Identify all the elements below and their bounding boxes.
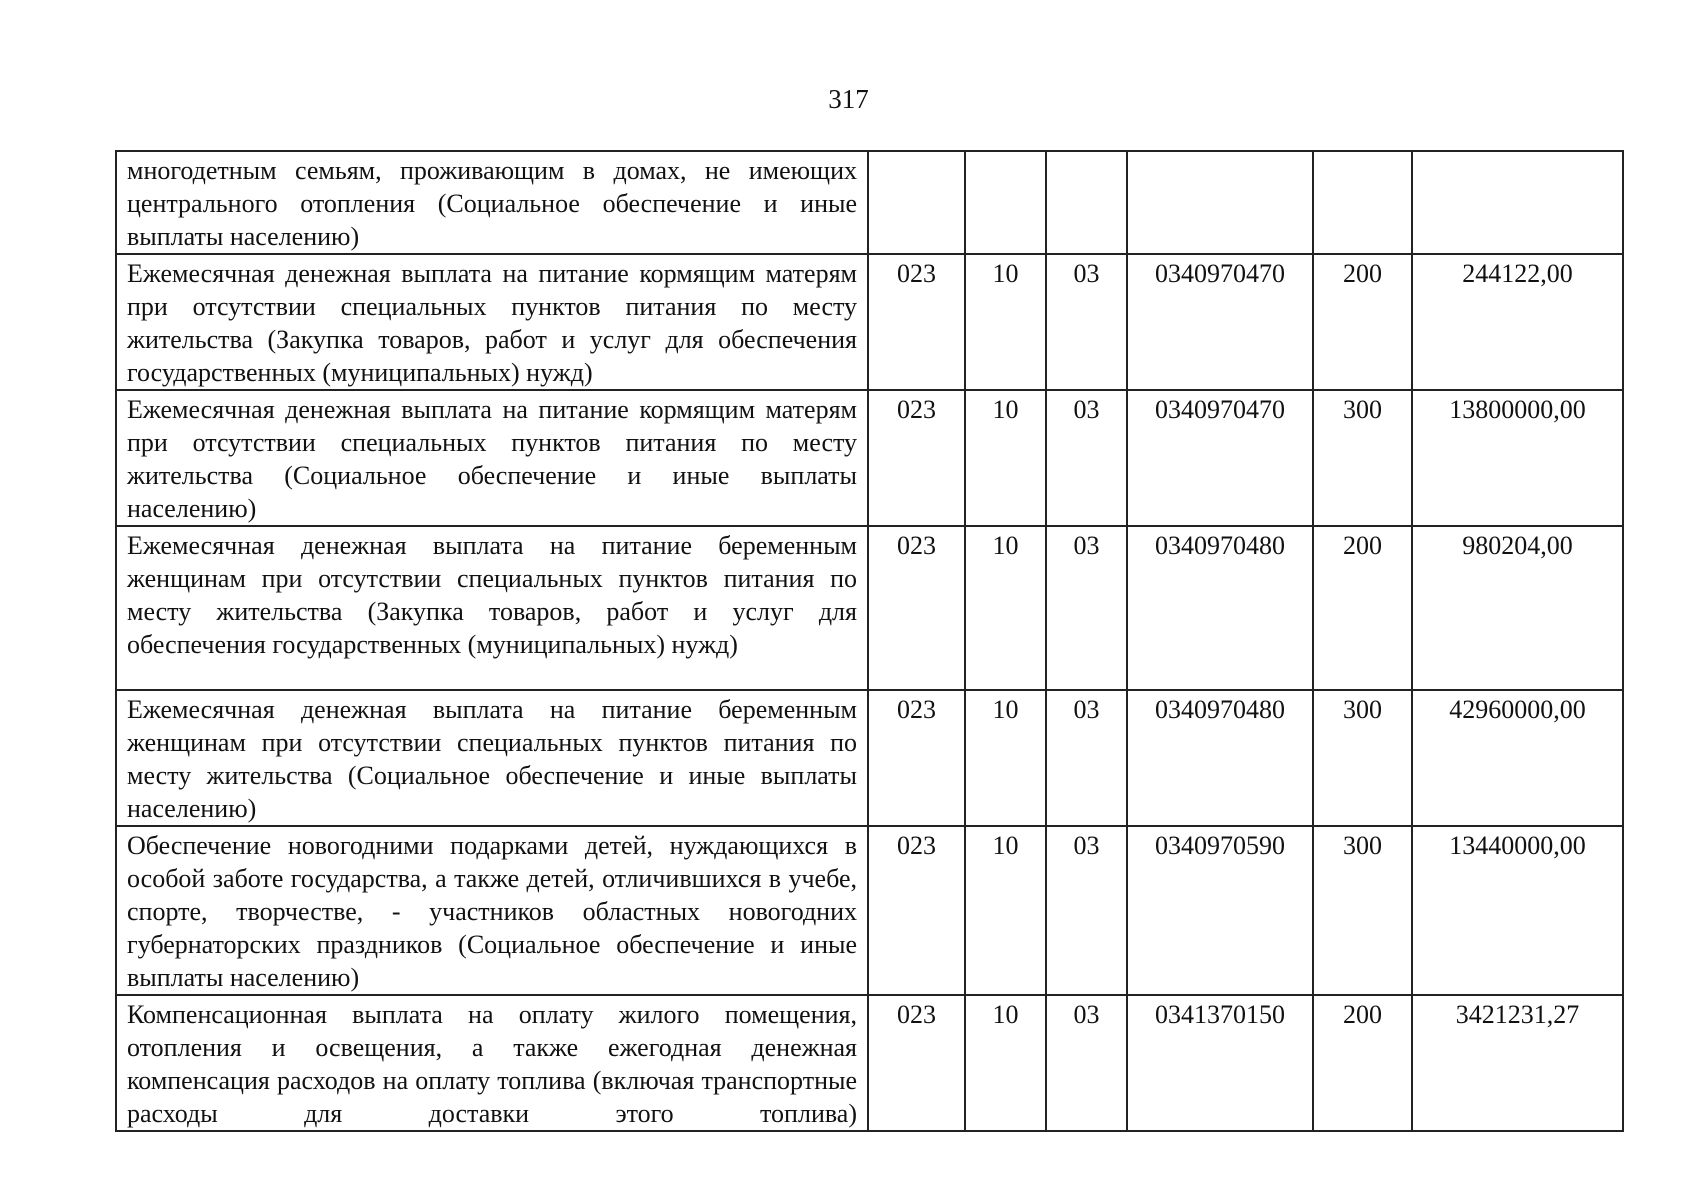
section-code-cell <box>965 151 1046 254</box>
subsection-code-cell: 03 <box>1046 254 1127 390</box>
subsection-code-cell <box>1046 151 1127 254</box>
ministry-code-cell <box>868 151 965 254</box>
row-description: Ежемесячная денежная выплата на питание беременным женщинам при отсутствии специальных пунктов питания по месту жительства (Социальное обеспечение и иные выплаты населению) <box>116 690 868 826</box>
expense-type-cell: 300 <box>1313 390 1412 526</box>
subsection-code-cell: 03 <box>1046 826 1127 995</box>
row-description: Ежемесячная денежная выплата на питание кормящим матерям при отсутствии специальных пунктов питания по месту жительства (Закупка товаров, работ и услуг для обеспечения государственных (муниципальных) нужд) <box>116 254 868 390</box>
table-row <box>116 390 1623 526</box>
amount-cell: 42960000,00 <box>1412 690 1623 826</box>
ministry-code-cell: 023 <box>868 390 965 526</box>
target-article-cell: 0340970590 <box>1127 826 1313 995</box>
ministry-code-cell: 023 <box>868 690 965 826</box>
amount-cell: 980204,00 <box>1412 526 1623 690</box>
expense-type-cell: 300 <box>1313 690 1412 826</box>
section-code-cell: 10 <box>965 254 1046 390</box>
target-article-cell: 0340970470 <box>1127 390 1313 526</box>
section-code-cell: 10 <box>965 995 1046 1131</box>
amount-cell: 3421231,27 <box>1412 995 1623 1131</box>
ministry-code-cell: 023 <box>868 526 965 690</box>
table-row <box>116 254 1623 390</box>
table-row <box>116 151 1623 254</box>
amount-cell: 244122,00 <box>1412 254 1623 390</box>
section-code-cell: 10 <box>965 690 1046 826</box>
expense-type-cell <box>1313 151 1412 254</box>
amount-cell <box>1412 151 1623 254</box>
expense-type-cell: 200 <box>1313 526 1412 690</box>
target-article-cell: 0340970480 <box>1127 526 1313 690</box>
table-row <box>116 995 1623 1131</box>
ministry-code-cell: 023 <box>868 826 965 995</box>
expense-type-cell: 200 <box>1313 995 1412 1131</box>
subsection-code-cell: 03 <box>1046 526 1127 690</box>
section-code-cell: 10 <box>965 390 1046 526</box>
target-article-cell <box>1127 151 1313 254</box>
section-code-cell: 10 <box>965 526 1046 690</box>
subsection-code-cell: 03 <box>1046 690 1127 826</box>
row-description: Ежемесячная денежная выплата на питание кормящим матерям при отсутствии специальных пунктов питания по месту жительства (Социальное обеспечение и иные выплаты населению) <box>116 390 868 526</box>
target-article-cell: 0340970480 <box>1127 690 1313 826</box>
subsection-code-cell: 03 <box>1046 390 1127 526</box>
expense-type-cell: 300 <box>1313 826 1412 995</box>
row-description: Ежемесячная денежная выплата на питание беременным женщинам при отсутствии специальных пунктов питания по месту жительства (Закупка товаров, работ и услуг для обеспечения государственных (муниципальных) нужд) <box>116 526 868 690</box>
table-row <box>116 826 1623 995</box>
amount-cell: 13440000,00 <box>1412 826 1623 995</box>
row-description: многодетным семьям, проживающим в домах, не имеющих центрального отопления (Социальное обеспечение и иные выплаты населению) <box>116 151 868 254</box>
amount-cell: 13800000,00 <box>1412 390 1623 526</box>
expense-type-cell: 200 <box>1313 254 1412 390</box>
row-description: Компенсационная выплата на оплату жилого помещения, отопления и освещения, а также ежегодная денежная компенсация расходов на оплату топлива (включая транспортные расходы для доставки этого топлива) <box>116 995 868 1131</box>
subsection-code-cell: 03 <box>1046 995 1127 1131</box>
target-article-cell: 0341370150 <box>1127 995 1313 1131</box>
page-number: 317 <box>828 84 869 114</box>
target-article-cell: 0340970470 <box>1127 254 1313 390</box>
row-description: Обеспечение новогодними подарками детей, нуждающихся в особой заботе государства, а также детей, отличившихся в учебе, спорте, творчестве, - участников областных новогодних губернаторских праздников (Социальное обеспечение и иные выплаты населению) <box>116 826 868 995</box>
ministry-code-cell: 023 <box>868 254 965 390</box>
table-row <box>116 690 1623 826</box>
table-row <box>116 526 1623 690</box>
budget-table <box>115 150 1624 1132</box>
section-code-cell: 10 <box>965 826 1046 995</box>
ministry-code-cell: 023 <box>868 995 965 1131</box>
